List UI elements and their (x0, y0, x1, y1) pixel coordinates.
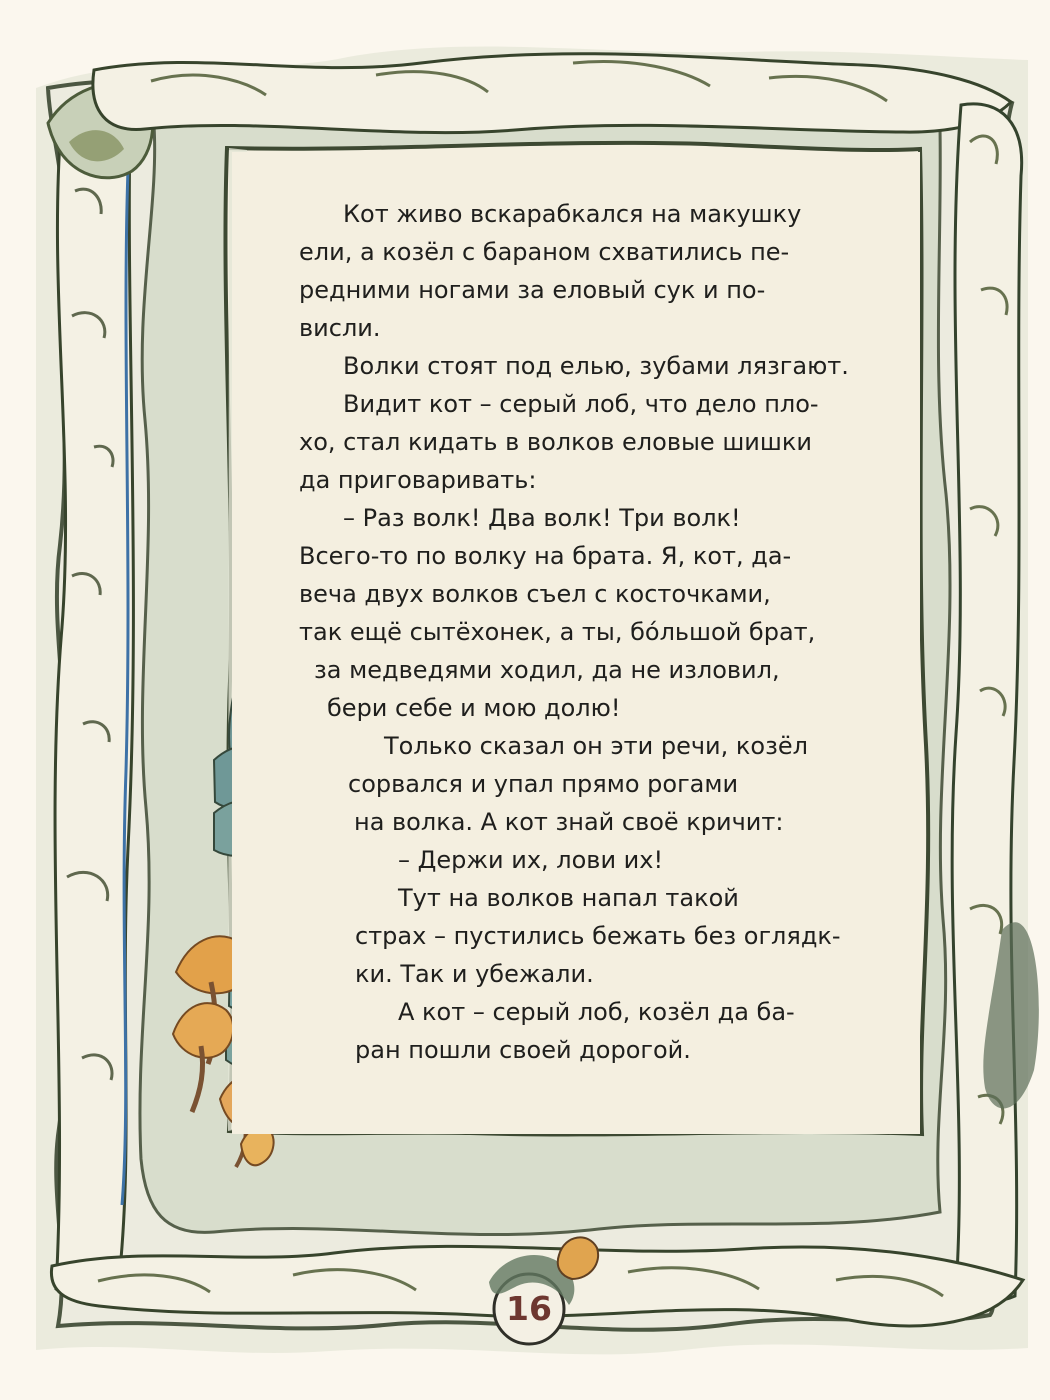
story-line-18: – Держи их, лови их! (398, 846, 664, 874)
birch-top (93, 54, 1011, 133)
story-line-20: страх – пустились бежать без оглядк- (355, 922, 841, 950)
story-line-4: висли. (299, 314, 381, 342)
story-line-1: Кот живо вскарабкался на макушку (343, 200, 802, 228)
story-line-11: веча двух волков съел с косточками, (299, 580, 771, 608)
story-line-7: хо, стал кидать в волков еловые шишки (299, 428, 812, 456)
story-line-17: на волка. А кот знай своё кричит: (354, 808, 784, 836)
story-line-15: Только сказал он эти речи, козёл (384, 732, 808, 760)
story-line-22: А кот – серый лоб, козёл да ба- (398, 998, 795, 1026)
story-line-12: так ещё сытёхонек, а ты, бóльшой брат, (299, 618, 816, 646)
story-line-21: ки. Так и убежали. (355, 960, 594, 988)
story-line-10: Всего-то по волку на брата. Я, кот, да- (299, 542, 792, 570)
story-line-16: сорвался и упал прямо рогами (348, 770, 739, 798)
story-line-14: бери себе и мою долю! (327, 694, 621, 722)
story-line-9: – Раз волк! Два волк! Три волк! (343, 504, 741, 532)
story-line-6: Видит кот – серый лоб, что дело пло- (343, 390, 819, 418)
story-line-19: Тут на волков напал такой (398, 884, 739, 912)
story-line-2: ели, а козёл с бараном схватились пе- (299, 238, 790, 266)
story-line-5: Волки стоят под елью, зубами лязгают. (343, 352, 849, 380)
story-line-3: редними ногами за еловый сук и по- (299, 276, 766, 304)
story-line-13: за медведями ходил, да не изловил, (314, 656, 780, 684)
story-line-23: ран пошли своей дорогой. (355, 1036, 691, 1064)
page-number: 16 (506, 1289, 552, 1328)
story-line-8: да приговаривать: (299, 466, 537, 494)
